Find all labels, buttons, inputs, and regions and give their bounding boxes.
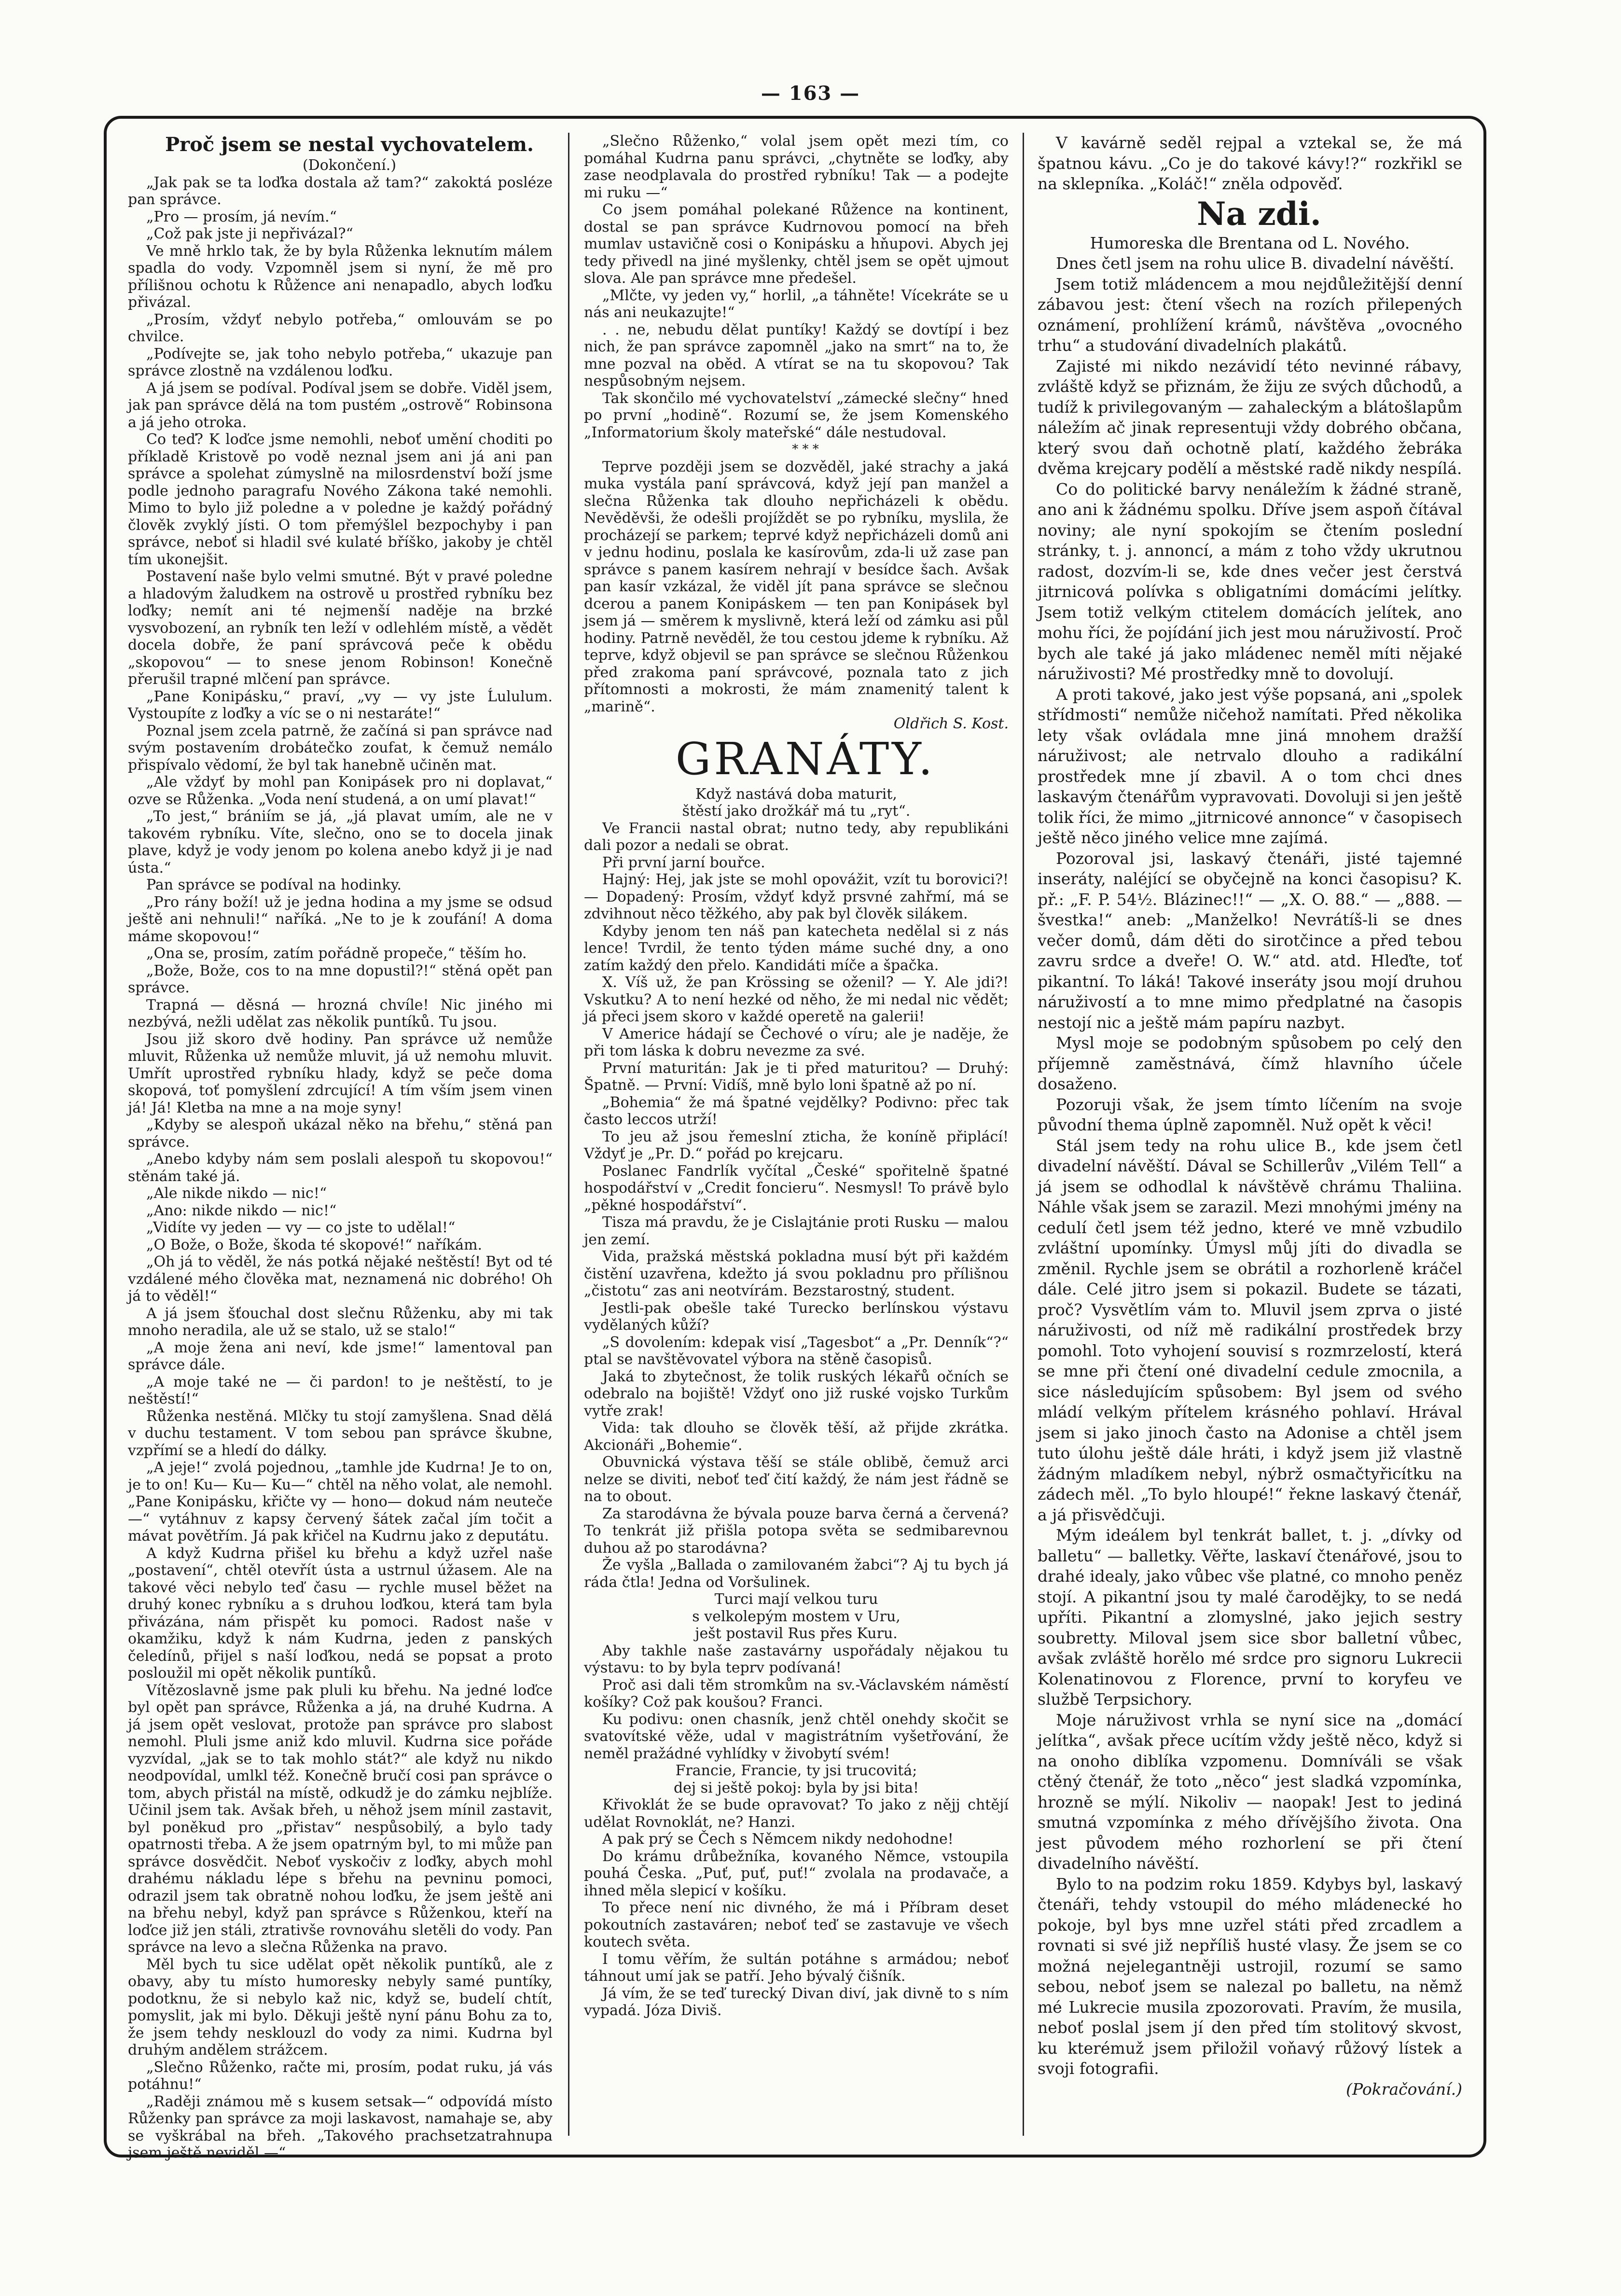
article-paragraph: Co teď? K loďce jsme nemohli, neboť umění choditi po příkladě Kristově po vodě neznal jsem ani já ani pan správce a spolehat zúmyslně na milosrdenství boží jsme podle jednoho paragrafu Nového Zákona také nemohli. Mimo to bylo již poledne a v poledne je každý pořádný člověk zvyklý jísti. O tom přemýšlel bezpochyby i pan správce, neboť si hladil své kulaté bříško, jakoby je chtěl tím ukonejšit. — [128, 431, 553, 568]
article-paragraph: „A moje také ne — či pardon! to je neštěstí, to je neštěstí!“ — [128, 1373, 553, 1407]
article-continuation — [584, 133, 1009, 441]
granaty-item: X. Víš už, že pan Krössing se oženil? — Y. Ale jdi?! Vskutku? A to není hezké od něho, že mi nedal nic vědět; já přeci jsem skoro v každé operetě na galerii! — [584, 974, 1009, 1025]
article-paragraph: „Ano: nikde nikdo — nic!“ — [146, 1202, 337, 1219]
article-paragraph: „Slečno Růženko,“ volal jsem opět mezi tím, co pomáhal Kudrna panu správci, „chytněte se loďky, aby zase neodplavala do prostřed rybníku! Tak — a podejte mi ruku —“ — [584, 133, 1009, 201]
article-paragraph: „A jeje!“ zvolá pojednou, „tamhle jde Kudrna! Je to on, je to on! Ku— Ku— Ku—“ chtěl na něho volat, ale nemohl. „Pane Konipásku, křičte vy — hono— dokud nám neuteče —“ vytáhnuv z kapsy červený šátek začal jím točit a mávat povětřím. Já pak křičel na Kudrnu jako z deputátu. — [128, 1459, 553, 1545]
article-paragraph: „Pro rány boží! už je jedna hodina a my jsme se odsud ještě ani nehnuli!“ naříká. „Ne to je k zoufání! A doma máme skopovou!“ — [128, 893, 553, 945]
article-paragraph: Postavení naše bylo velmi smutné. Být v pravé poledne a hladovým žaludkem na ostrově u prostřed rybníku bez loďky; nemít ani té nejmenší naděje na brzké vysvobození, an rybník ten leží v odlehlém místě, a vědět docela dobře, že paní správcová peče k obědu „skopovou“ — to snese jenom Robinson! Konečně přerušil trapné mlčení pan správce. — [128, 568, 553, 688]
section-stars: * * * — [792, 442, 819, 457]
article-paragraph: „Což pak jste ji nepřivázal?“ — [146, 225, 353, 242]
article-paragraph: A já jsem se podíval. Podíval jsem se dobře. Viděl jsem, jak pan správce dělá na tom pustém „ostrově“ Robinsona a já jeho otroka. — [128, 379, 553, 431]
na-zdi-paragraph: Stál jsem tedy na rohu ulice B., kde jsem četl divadelní návěští. Dával se Schillerův „Vilém Tell“ a já jsem se odhodlal k návštěvě chrámu Thaliina. Náhle však jsem se zarazil. Mezi mnohými jmény na cedulí četl jsem též jedno, které ve mně vzbudilo zvláštní upomínky. Úmysl můj jíti do divadla se změnil. Rychle jsem se obrátil a rozhorleně kráčel dále. Celé jitro jsem si pokazil. Budete se tázati, proč? Vysvětlím vám to. Mluvil jsem zprva o jisté náruživosti, od níž mě radikální prostředek brzy pomohl. Toto vyhojení souvisí s rozmrzelostí, která se mne při čtení oné divadelní cedule zmocnila, a sice následujícím spůsobem: Byl jsem od svého mládí velkým přítelem krásného pohlaví. Hrával jsem si jako jinoch často na Adonise a chtěl jsem tuto úlohu ještě dále hráti, i když jsem již vlastně žádným mladíkem nebyl, nýbrž osmačtyřicítku na zádech měl. „To bylo hloupé!“ řekne laskavý čtenář, a já přisvědčuji. — [1038, 1136, 1462, 1524]
granaty-title: GRANÁTY. — [675, 733, 936, 785]
article-paragraph: „Mlčte, vy jeden vy,“ horlil, „a táhněte! Vícekráte se u nás ani neukazujte!“ — [584, 287, 1009, 321]
article-paragraph: Co jsem pomáhal polekané Růžence na kontinent, dostal se pan správce Kudrnovou pomocí na břeh mumlav ustavičně cosi o Konipásku a hňupovi. Abych jej tedy přivedl na jiné myšlenky, chtěl jsem se opět ujmout slova. Ale pan správce mne předešel. — [584, 201, 1009, 287]
article-paragraph: „Ale vždyť by mohl pan Konipásek pro ni doplavat,“ ozve se Růženka. „Voda není studená, a on umí plavat!“ — [128, 774, 553, 808]
na-zdi-paragraph: Mysl moje se podobným spůsobem po celý den příjemně zaměstnává, čímž hlavního účele dosaženo. — [1038, 1033, 1462, 1093]
granaty-item: Jaká to zbytečnost, že tolik ruských lékařů očních se odebralo na bojiště! Vždyť ono již ruské vojsko Turkům vytře zrak! — [584, 1368, 1009, 1419]
granaty-item: Do krámu drůbežníka, kovaného Němce, vstoupila pouhá Česka. „Puť, puť, puť!“ zvolala na prodavače, a ihned měla slepicí v košíku. — [584, 1848, 1009, 1899]
article-paragraph: „Raději známou mě s kusem setsak—“ odpovídá místo Růženky pan správce za moji laskavost, namahaje se, aby se vyškrábal na břeh. „Takového prachsetzatrahnupa jsem ještě neviděl —“ — [128, 2093, 553, 2161]
article-paragraph: A já jsem šťouchal dost slečnu Růženku, aby mi tak mnoho neradila, ale už se stalo, už se stalo!“ — [128, 1305, 553, 1339]
article-paragraph: „Kdyby se alespoň ukázal něko na břehu,“ stěná pan správce. — [128, 1116, 553, 1151]
article-paragraph: Tak skončilo mé vychovatelství „zámecké slečny“ hned po první „hodině“. Rozumí se, že jsem Komenského „Informatorium školy mateřské“ dále nestudoval. — [584, 390, 1009, 441]
article-paragraph: . . ne, nebudu dělat puntíky! Každý se dovtípí i bez nich, že pan správce zapomněl „jako na smrt“ na to, že mne pozval na oběd. A vtírat se na tu skopovou? Tak nespůsobným nejsem. — [584, 321, 1009, 390]
author-signature: Oldřich S. Kost. — [893, 715, 1009, 732]
column-1 — [128, 133, 553, 2161]
granaty-item: To jeu až jsou řemeslní zticha, že koníně připlácí! Vždyť je „Pr. D.“ pořád po krejcaru. — [584, 1128, 1009, 1162]
article-paragraph: „Oh já to věděl, že nás potká nějaké neštěstí! Byt od té vzdálené mého člověka mat, neznamená nic dobrého! Oh já to věděl!“ — [128, 1253, 553, 1305]
na-zdi-subtitle: Humoreska dle Brentana od L. Nového. — [1090, 233, 1410, 252]
granaty-item: První maturitán: Jak je ti před maturitou? — Druhý: Špatně. — První: Vidíš, mně bylo loni špatně až po ní. — [584, 1059, 1009, 1094]
article-paragraph: „Pane Konipásku,“ praví, „vy — vy jste Ĺululum. Vystoupíte z loďky a víc se o ni nestaráte!“ — [128, 688, 553, 722]
granaty-item: Že vyšla „Ballada o zamilovaném žabci“? Aj tu bych já ráda čtla! Jedna od Voršulinek. — [584, 1557, 1009, 1591]
anecdote-intro: V kavárně seděl rejpal a vztekal se, že má špatnou kávu. „Co je do takové kávy!?“ rozkřikl se na sklepníka. „Koláč!“ zněla odpověď. — [1038, 133, 1462, 193]
article-paragraph: Ve mně hrklo tak, že by byla Růženka leknutím málem spadla do vody. Vzpomněl jsem si nyní, že mě pro přílišnou ochotu k Růžence ani nenapadlo, abych loďku přivázal. — [128, 242, 553, 311]
article-title: Proč jsem se nestal vychovatelem. — [165, 133, 534, 156]
article-paragraph: Pan správce se podíval na hodinky. — [146, 877, 402, 893]
granaty-item: Křivoklát že se bude opravovat? To jako z nějj chtějí udělat Rovnoklát, ne? Hanzi. — [584, 1796, 1009, 1831]
granaty-item: Ve Francii nastal obrat; nutno tedy, aby republikáni dali pozor a nedali se obrat. — [584, 820, 1009, 854]
article-paragraph: Teprve později jsem se dozvěděl, jaké strachy a jaká muka vystála paní správcová, když její pan manžel a slečna Růženka tak dlouho nepřicházeli k obědu. Nevěděvši, že odešli projíždět se po rybníku, myslila, že procházejí se parkem; teprvé když nepřicházeli domů ani v jednu hodinu, poslala ke kasírovům, zda-li už zase pan správce s panem kasírem nehrají v besídce šach. Avšak pan kasír vzkázal, že viděl jít pana správce se slečnou dcerou a panem Konipáskem — ten pan Konipásek byl jsem já — směrem k myslivně, která leží od zámku asi půl hodiny. Patrně nevěděl, že tou cestou jdeme k rybníku. Až teprve, když objevil se pan správce se slečnou Růženkou před zrakoma paní správcové, poznala tato z jich přítomnosti a mokrosti, že mám znamenitý talent k „marině“. — [584, 458, 1009, 715]
article-paragraph: „Jak pak se ta loďka dostala až tam?“ zakoktá posléze pan správce. — [128, 174, 553, 208]
granaty-item: Tisza má pravdu, že je Cislajtánie proti Rusku — malou jen zemí. — [584, 1214, 1009, 1248]
article-paragraph: „A moje žena ani neví, kde jsme!“ lamentoval pan správce dále. — [128, 1339, 553, 1373]
na-zdi-paragraph: A proti takové, jako jest výše popsaná, ani „spolek střídmosti“ nemůže ničehož namítati. Před několika lety však ovládala mne jiná mnohem dražší náruživost; ale netrvalo dlouho a radikální prostředek mne jí zbavil. A o tom chci dnes laskavým čtenářům vypravovati. Dovoluji si jen ještě tolik říci, že mimo „jitrnicové annonce“ v časopisech ještě něco jiného velice mne zajímá. — [1038, 684, 1462, 847]
granaty-item: To přece není nic divného, že má i Příbram deset pokoutních zastaváren; neboť teď se zastavuje ve všech koutech světa. — [584, 1899, 1009, 1950]
article-paragraph: „To jest,“ brániím se já, „já plavat umím, ale ne v takovém rybníku. Víte, slečno, ono se to docela jinak plave, když je vody jenom po kolena anebo když ji je nad ústa.“ — [128, 808, 553, 877]
granaty-items — [584, 820, 1009, 2019]
article-paragraph: „Ale nikde nikdo — nic!“ — [146, 1185, 327, 1202]
na-zdi-body — [1038, 253, 1462, 2079]
na-zdi-paragraph: Co do politické barvy nenáležím k žádné straně, ano ani k žádnému spolku. Dříve jsem aspoň čítával noviny; ale nyní spokojím se čtením poslední stránky, t. j. annoncí, a mám z toho vždy ukrutnou radost, dozvím-li se, kde dnes večer jest čerstvá jitrnicová polívka s obligatními domácími jelítky. Jsem totiž velkým ctitelem domácích jelítek, ano mohu říci, že pojídání jich jest mou náruživostí. Proč bych ale také já jako mládenec neměl míti nějaké náruživosti? Mé prostředky mně to dovolují. — [1038, 479, 1462, 683]
granaty-item: I tomu věřím, že sultán potáhne s armádou; neboť táhnout umí jak se patří. Jeho bývalý čišník. — [584, 1950, 1009, 1985]
column-3 — [1038, 133, 1462, 2136]
granaty-item: Proč asi dali těm stromkům na sv.-Václavském náměstí košíky? Což pak koušou? Franci. — [584, 1676, 1009, 1711]
page-number: — 163 — — [761, 82, 860, 105]
granaty-item: „Bohemia“ že má špatné vejdělky? Podivno: přec tak často leccos utrží! — [584, 1094, 1009, 1128]
article-paragraph: „Prosím, vždyť nebylo potřeba,“ omlouvám se po chvilce. — [128, 311, 553, 345]
article-paragraph: Jsou již skoro dvě hodiny. Pan správce už nemůže mluvit, Růženka už nemůže mluvit, já už nemohu mluvit. Umřít uprostřed rybníku hlady, když se peče doma skopová, toť pomyšlení zdrcující! A tím vším jsem vinen já! Já! Kletba na mne a na moje syny! — [128, 1030, 553, 1116]
article-paragraph: Měl bych tu sice udělat opět několik puntíků, ale z obavy, aby tu místo humoresky nebyly samé puntíky, podotknu, že si nebylo kaž nic, když se, budelí chtít, pomyslit, jak mi bylo. Děkuji ještě nyní pánu Bohu za to, že jsem tehdy nesklouzl do vody za nimi. Kudrna byl druhým andělem strážcem. — [128, 1956, 553, 2059]
granaty-motto-line-1: Když nastává doba maturit, — [695, 785, 897, 803]
granaty-item: Při první jarní bouřce. — [602, 854, 765, 871]
na-zdi-paragraph: Zajisté mi nikdo nezávidí této nevinné rábavy, zvláště když se přiznám, že žiju ze svých důchodů, a tudíž k privilegovaným — zahaleckým a blátošlapům náležím ač jinak representuji vždy dobrého občana, který svou daň ochotně platí, každého žebráka dvěma krejcary podělí a městské radě nikdy nespílá. — [1038, 356, 1462, 478]
na-zdi-paragraph: Pozoruji však, že jsem tímto líčením na svoje původní thema úplně zapomněl. Nuž opět k věci! — [1038, 1095, 1462, 1134]
granaty-item: Kdyby jenom ten náš pan katecheta nedělal si z nás lence! Tvrdil, že tento týden máme suché dny, a ono zatím každý den přelo. Kandidáti míče a špačka. — [584, 922, 1009, 974]
article-paragraph: Růženka nestěná. Mlčky tu stojí zamyšlena. Snad dělá v duchu testament. V tom sebou pan správce škubne, vzpřímí se a hledí do dálky. — [128, 1407, 553, 1459]
article-paragraph: „O Bože, o Bože, škoda té skopové!“ naříkám. — [146, 1236, 483, 1253]
na-zdi-paragraph: Dnes četl jsem na rohu ulice B. divadelní návěští. — [1056, 254, 1455, 273]
granaty-item: V Americe hádají se Čechové o víru; ale je naděje, že při tom láska k dobru nevezme za své. — [584, 1025, 1009, 1059]
granaty-item: Obuvnická výstava těší se stále oblibě, čemuž arci nelze se diviti, neboť teď čití každý, že nám jest řádně se na to obout. — [584, 1454, 1009, 1505]
na-zdi-paragraph: Pozoroval jsi, laskavý čtenáři, jisté tajemné inseráty, naléjící se obyčejně na konci časopisu? K. př.: „F. P. 54½. Blázinec!!“ — „X. O. 88.“ — „888. — švestka!“ aneb: „Manželko! Nevrátíš-li se dnes večer domů, dám děti do sirotčince a před tebou zavru srdce a dveře! O. W.“ atd. atd. Hleďte, toť pikantní. To láká! Takové inseráty jsou mojí druhou náruživostí a to mne mimo předplatné na časopis nestojí nic a ještě mám papíru nazbyt. — [1038, 849, 1462, 1032]
na-zdi-paragraph: Mým ideálem byl tenkrát ballet, t. j. „dívky od balletu“ — balletky. Věřte, laskaví čtenářové, jsou to drahé idealy, jako vůbec vše platné, co mnoho peněz stojí. A pikantní jsou ty malé čarodějky, to se nedá upříti. Pikantní a zlomyslné, jako jejich sestry soubretty. Miloval jsem sice sbor balletní vůbec, avšak zvláště horělo mé srdce pro signoru Lukrecii Kolenatinovou z Florence, první to koryfeu ve službě Terpsichory. — [1038, 1526, 1462, 1709]
granaty-item: Turci mají velkou turu s velkolepým mostem v Uru, ješt postavil Rus přes Kuru. — [692, 1591, 901, 1642]
column-rule-1 — [568, 133, 569, 2136]
article-epilogue — [584, 459, 1009, 716]
na-zdi-paragraph: Moje náruživost vrhla se nyní sice na „domácí jelítka“, avšak přece ucítím vždy ještě něco, když si na onoho diblíka vzpomenu. Domníváli se však ctěný čtenář, že toto „něco“ jest sladká vzpomínka, hrozně se mýlí. Nikoliv — naopak! Jest to jediná smutná vzpomínka z mého dřívějšího života. Ona jest původem mého rozhorlení se při čtení divadelního návěští. — [1038, 1710, 1462, 1873]
granaty-item: „S dovolením: kdepak visí „Tagesbot“ a „Pr. Denník“?“ ptal se navštěvovatel výbora na stěně časopisů. — [584, 1334, 1009, 1368]
granaty-motto-line-2: štěstí jako drožkář má tu „ryt“. — [682, 803, 911, 820]
article-paragraph: „Vidíte vy jeden — vy — co jste to udělal!“ — [146, 1219, 456, 1236]
na-zdi-paragraph: Bylo to na podzim roku 1859. Kdybys byl, laskavý čtenáři, tehdy vstoupil do mého mládenecké ho pokoje, byl bys mne uzřel státi před zrcadlem a rovnati si své již nepříliš husté vlasy. Že jsem se co možná nejelegantněji ustrojil, rozumí se samo sebou, neboť jsem se nalezal po balletu, na němž mé Lukrecie musila zpozorovati. Pravím, že musila, neboť poslal jsem jí den před tím stolitový skvost, ku kterémuž jsem přiložil voňavý růžový lístek a svoji fotografii. — [1038, 1874, 1462, 2078]
continued-note: (Pokračování.) — [1346, 2079, 1462, 2099]
article-paragraph: „Podívejte se, jak toho nebylo potřeba,“ ukazuje pan správce zlostně na vzdálenou loďku. — [128, 345, 553, 379]
column-rule-2 — [1023, 133, 1024, 2136]
granaty-item: Za starodávna že bývala pouze barva černá a červená? To tenkrát již přišla potopa světa se sedmibarevnou duhou až po starodávna? — [584, 1505, 1009, 1557]
article-body — [128, 174, 553, 2162]
article-paragraph: „Ona se, prosím, zatím pořádně propeče,“ těším ho. — [146, 945, 527, 962]
article-paragraph: A když Kudrna přišel ku břehu a když uzřel naše „postavení“, chtěl otevřít ústa a ustrnul úžasem. Ale na takové věci nebylo teď času — rychle musel běžet na druhý konec rybníku a s druhou loďkou, která tam byla přivázána, nám přispět ku pomoci. Radost naše v okamžiku, když k nám Kudrna, jeden z panských čeledínů, přijel s naší loďkou, nedá se popsat a proto posloužil mi opět několik puntíků. — [128, 1545, 553, 1682]
column-2 — [584, 133, 1009, 2136]
article-paragraph: Vítězoslavně jsme pak pluli ku břehu. Na jedné loďce byl opět pan správce, Růženka a já, na druhé Kudrna. A já jsem opět veslovat, protože pan správce pro slabost nemohl. Pluli jsme aniž kdo mluvil. Kudrna sice pořáde vyzvídal, „jak se to tak mohlo stát?“ ale když nu nikdo neodpovídal, umlkl též. Konečně bručí cosi pan správce o tom, abych přistál na místě, odkudž je do zámku nejblíže. Učinil jsem tak. Avšak břeh, u něhož jsem mínil zastavit, byl poněkud pro „přistav“ nespůsobilý, a bylo tady opatrnosti třeba. A že jsem opatrným byl, to mi může pan správce dosvědčit. Neboť vyskočiv z loďky, abych mohl drahému nákladu lépe s břehu na pevninu pomoci, odrazil jsem tak obratně nohou loďku, že jsem ještě ani na břehu nebyl, když pan správce s Růženkou, kteří na loďce již jen stáli, ztrativše rovnováhu sletěli do vody. Pan správce na levo a slečna Růženka na pravo. — [128, 1682, 553, 1956]
granaty-item: Poslanec Fandrlík vyčítal „České“ spořitelně špatné hospodářství v „Credit foncieru“. Nesmysl! To právě bylo „pěkné hospodářství“. — [584, 1162, 1009, 1214]
granaty-item: Hajný: Hej, jak jste se mohl opovážit, vzít tu borovici?! — Dopadený: Prosím, vždyť když prsvné zahřmí, má se zdvihnout něco těžkého, aby pak byl člověk silákem. — [584, 871, 1009, 922]
article-subtitle: (Dokončení.) — [302, 157, 397, 174]
article-paragraph: „Bože, Bože, cos to na mne dopustil?!“ stěná opět pan správce. — [128, 962, 553, 996]
granaty-item: Já vím, že se teď turecký Divan diví, jak divně to s ním vypadá. Józa Diviš. — [584, 1985, 1009, 2019]
granaty-item: Ku podivu: onen chasník, jenž chtěl onehdy skočit se svatovítské věže, udal v magistrátním vyšetřování, že neměl pražádné vyhlídky v živobytí svém! — [584, 1711, 1009, 1762]
article-paragraph: „Pro — prosím, já nevím.“ — [146, 208, 337, 225]
granaty-item: Aby takhle naše zastavárny uspořádaly nějakou tu výstavu: to by byla teprv podívaná! — [584, 1642, 1009, 1676]
granaty-item: A pak prý se Čech s Němcem nikdy nedohodne! — [602, 1831, 954, 1848]
article-paragraph: Poznal jsem zcela patrně, že začíná si pan správce nad svým postavením drobátečko zoufat, k čemuž nemálo přispívalo vědomí, že byl tak hanebně učiněn mat. — [128, 722, 553, 774]
article-paragraph: Trapná — děsná — hrozná chvíle! Nic jiného mi nezbývá, nežli udělat zas několik puntíků. Tu jsou. — [128, 996, 553, 1030]
na-zdi-paragraph: Jsem totiž mládencem a mou nejdůležitější denní zábavou jest: čtení všech na rozích přilepených oznámení, prohlížení krámů, návštěva „ovocného trhu“ a studování divadelních plakátů. — [1038, 274, 1462, 355]
granaty-item: Jestli-pak obešle také Turecko berlínskou výstavu vydělaných kůží? — [584, 1299, 1009, 1334]
na-zdi-title: Na zdi. — [1197, 195, 1321, 233]
article-paragraph: „Slečno Růženko, račte mi, prosím, podat ruku, já vás potáhnu!“ — [128, 2059, 553, 2093]
granaty-item: Vida: tak dlouho se člověk těší, až přijde zkrátka. Akcionáři „Bohemie“. — [584, 1419, 1009, 1454]
granaty-item: Vida, pražská městská pokladna musí být při každém čistění uzavřena, kdežto já svou pokladnu pro přílišnou „čistotu“ zas ani neotvírám. Bezstarostný, student. — [584, 1248, 1009, 1299]
article-paragraph: „Anebo kdyby nám sem poslali alespoň tu skopovou!“ stěnám také já. — [128, 1151, 553, 1185]
granaty-item: Francie, Francie, ty jsi trucovitá; dej si ještě pokoj: byla by jsi bita! — [673, 1762, 919, 1796]
